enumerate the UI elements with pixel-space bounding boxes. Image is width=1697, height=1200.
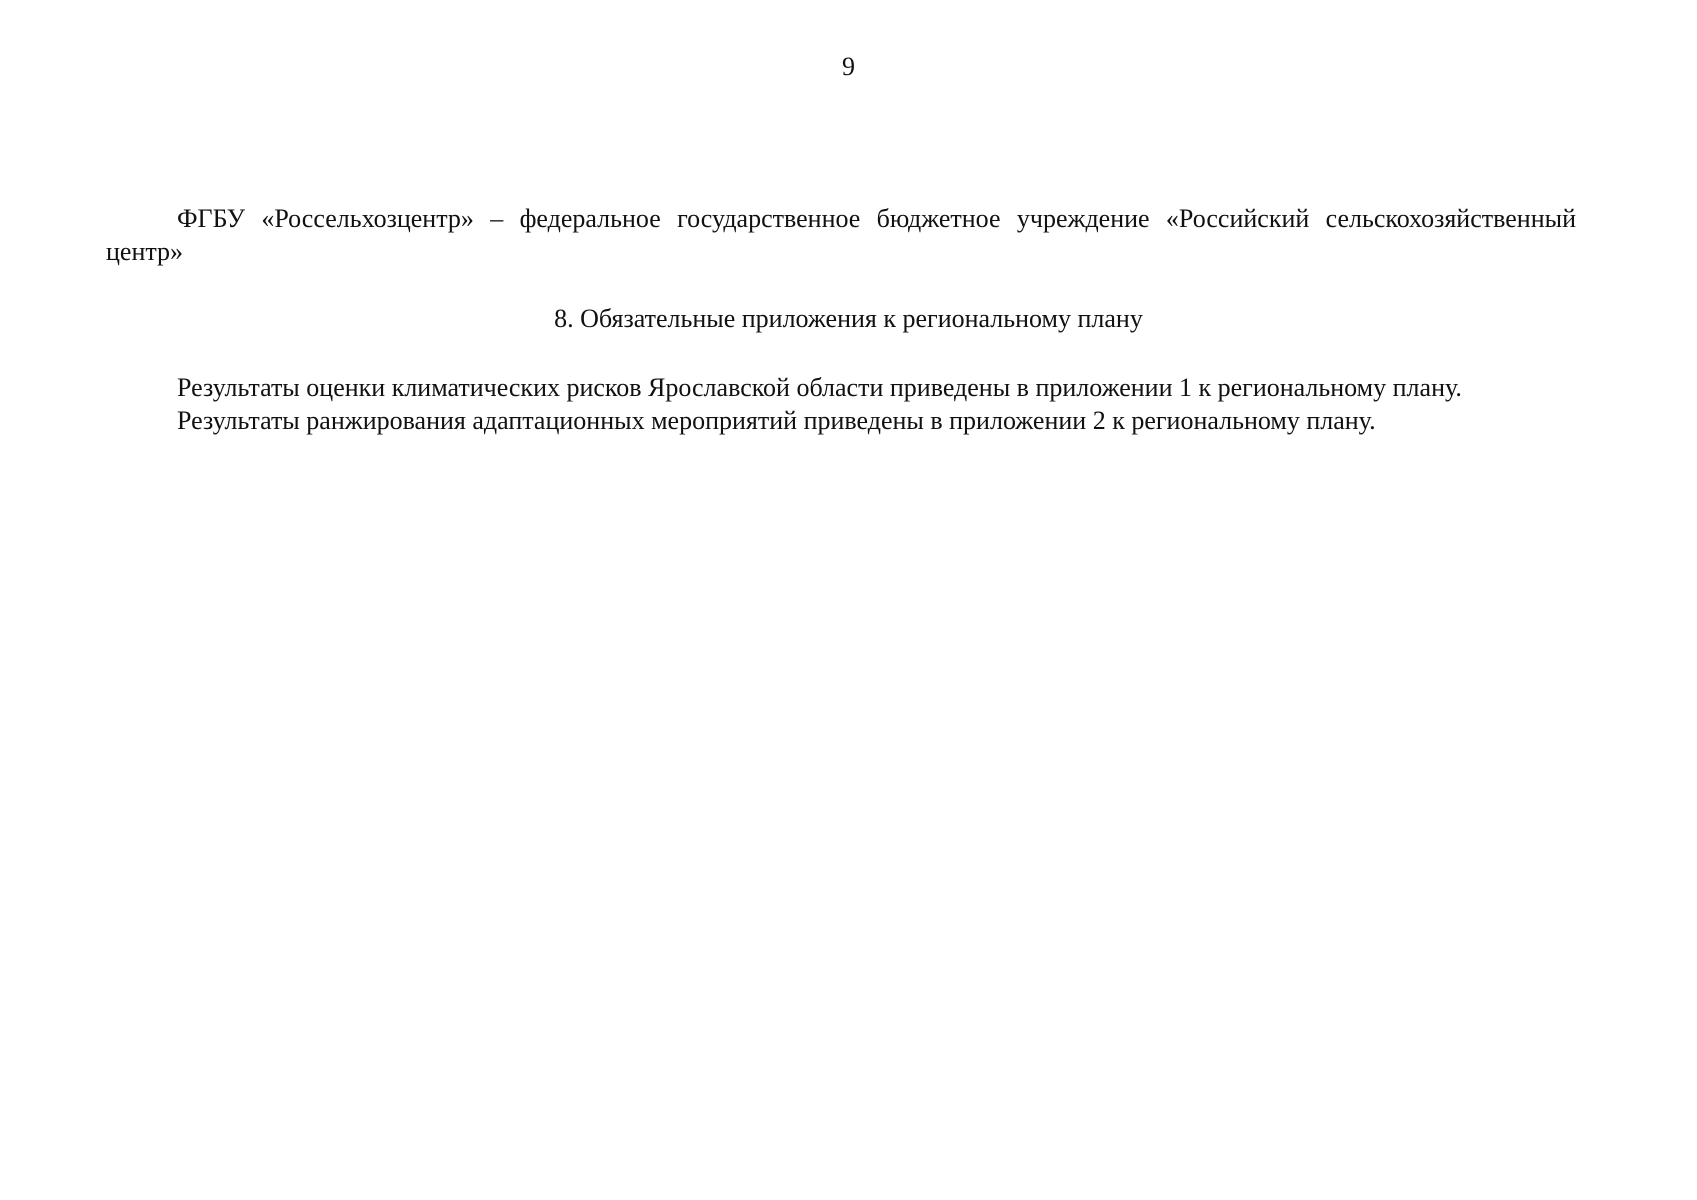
abbreviation-entry: ФГБУ «Россельхозцентр» – федеральное государственное бюджетное учреждение «Российский сельскохозяйственный центр»	[106, 204, 1576, 266]
paragraph-adaptation-measures: Результаты ранжирования адаптационных мероприятий приведены в приложении 2 к региональному плану.	[177, 406, 1376, 435]
section-heading: 8. Обязательные приложения к региональному плану	[554, 304, 1143, 333]
paragraph-climate-risks: Результаты оценки климатических рисков Ярославской области приведены в приложении 1 к региональному плану.	[177, 373, 1462, 402]
page-number: 9	[842, 52, 855, 81]
